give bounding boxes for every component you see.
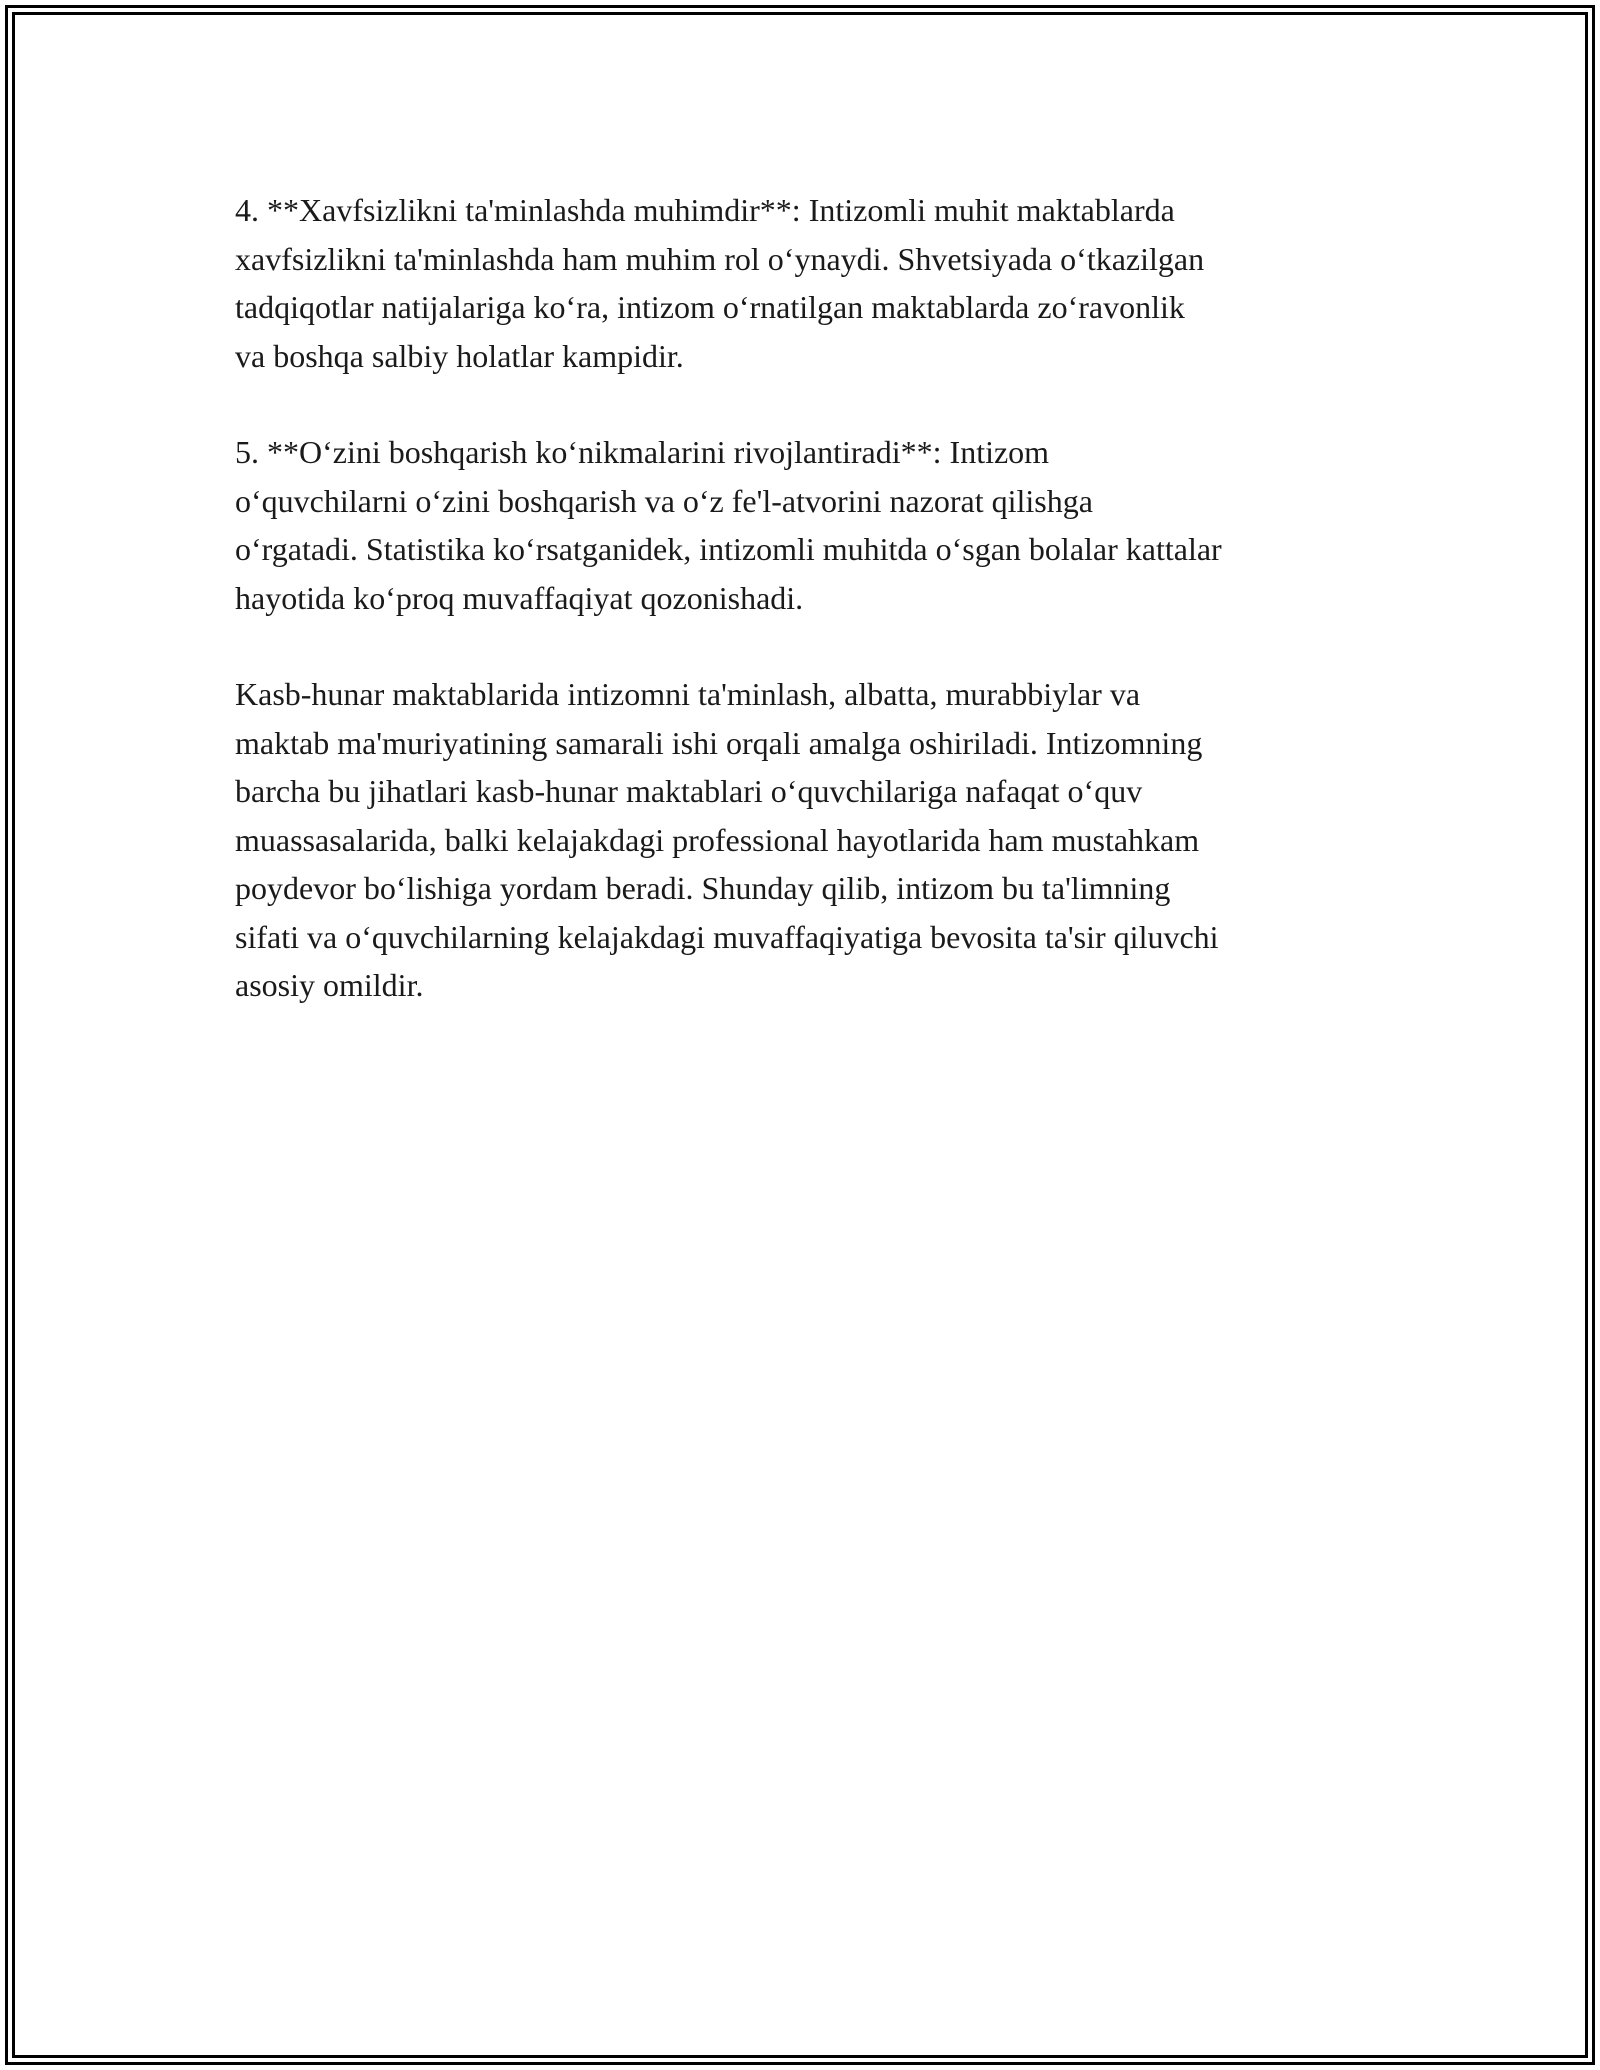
text-line: o‘quvchilarni o‘zini boshqarish va o‘z fe'l-atvorini nazorat qilishga	[235, 482, 1093, 519]
text-line: maktab ma'muriyatining samarali ishi orqali amalga oshiriladi. Intizomning	[235, 724, 1203, 761]
text-line: sifati va o‘quvchilarning kelajakdagi muvaffaqiyatiga bevosita ta'sir qiluvchi	[235, 918, 1219, 955]
text-line: hayotida ko‘proq muvaffaqiyat qozonishadi.	[235, 579, 804, 616]
text-line: muassasalarida, balki kelajakdagi professional hayotlarida ham mustahkam	[235, 821, 1200, 858]
paragraph-conclusion	[235, 670, 1385, 1010]
text-line: 5. **O‘zini boshqarish ko‘nikmalarini rivojlantiradi**: Intizom	[235, 434, 1050, 470]
text-line: tadqiqotlar natijalariga ko‘ra, intizom o‘rnatilgan maktablarda zo‘ravonlik	[235, 289, 1185, 325]
text-line: o‘rgatadi. Statistika ko‘rsatganidek, intizomli muhitda o‘sgan bolalar kattalar	[235, 531, 1222, 567]
text-line: barcha bu jihatlari kasb-hunar maktablari o‘quvchilariga nafaqat o‘quv	[235, 773, 1143, 809]
text-line: poydevor bo‘lishiga yordam beradi. Shunday qilib, intizom bu ta'limning	[235, 870, 1171, 906]
text-line: Kasb-hunar maktablarida intizomni ta'minlash, albatta, murabbiylar va	[235, 676, 1141, 712]
text-line: va boshqa salbiy holatlar kampidir.	[235, 337, 684, 374]
paragraph-self-management	[235, 428, 1385, 622]
paragraph-safety	[235, 186, 1385, 380]
document-body	[235, 186, 1385, 1058]
text-line: asosiy omildir.	[235, 967, 424, 1003]
text-line: xavfsizlikni ta'minlashda ham muhim rol o‘ynaydi. Shvetsiyada o‘tkazilgan	[235, 240, 1205, 277]
text-line: 4. **Xavfsizlikni ta'minlashda muhimdir**: Intizomli muhit maktablarda	[235, 192, 1175, 228]
